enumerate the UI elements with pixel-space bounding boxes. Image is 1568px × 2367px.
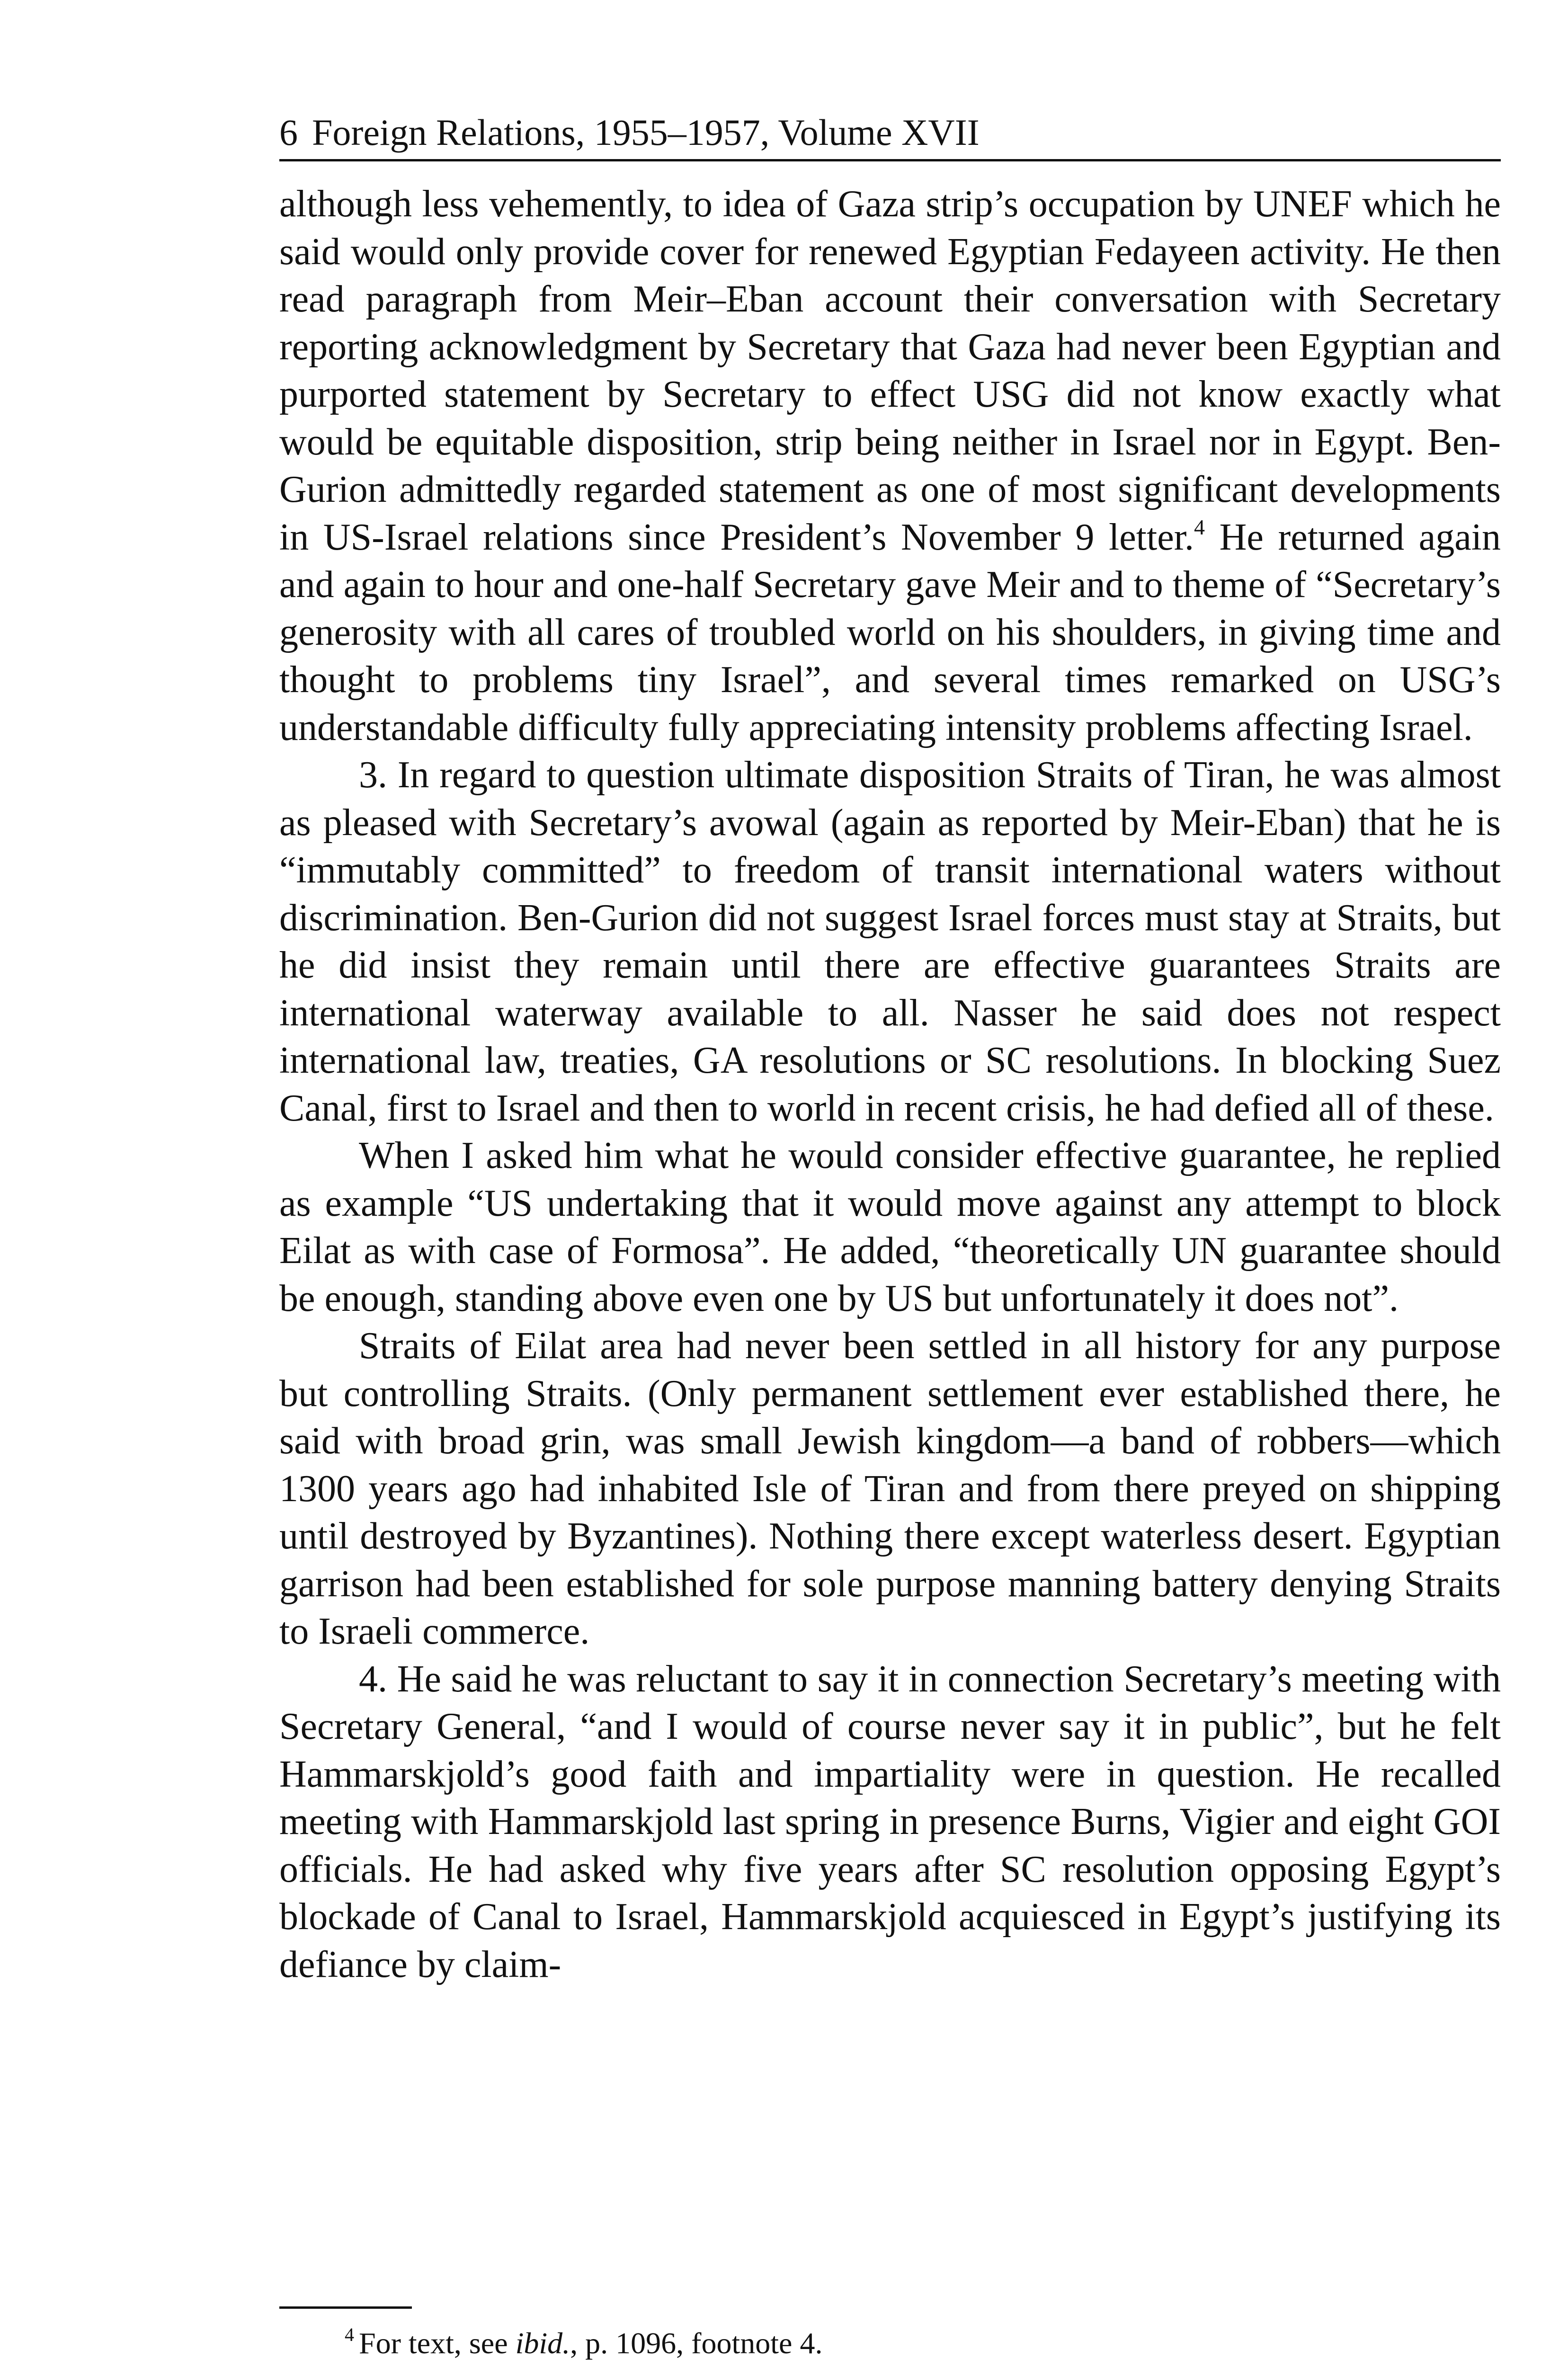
book-title: Foreign Relations, 1955–1957, Volume XVII (312, 112, 980, 153)
paragraph-2: 3. In regard to question ultimate disposition Straits of Tiran, he was almost as pleased with Secretary’s avowal (again as reported by Meir-Eban) that he is “immutably committed” to freedom of transit international waters without discrimination. Ben-Gurion did not suggest Israel forces must stay at Straits, but he did insist they remain until there are effective guarantees Straits are international waterway available to all. Nasser he said does not respect international law, treaties, GA resolutions or SC resolutions. In blocking Suez Canal, first to Israel and then to world in recent crisis, he had defied all of these. (279, 754, 1501, 1129)
footnote-text-b: , p. 1096, footnote 4. (570, 2326, 823, 2360)
footnote-text-a: For text, see (359, 2326, 516, 2360)
paragraph-3: When I asked him what he would consider effective guarantee, he replied as example “US undertaking that it would move against any attempt to block Eilat as with case of Formosa”. He added, “theoretically UN guarantee should be enough, standing above even one by US but unfortunately it does not”. (279, 1135, 1501, 1319)
paragraph-5: 4. He said he was reluctant to say it in connection Secretary’s meeting with Secretary General, “and I would of course never say it in public”, but he felt Hammarskjold’s good faith and impartiality were in question. He recalled meeting with Hammarskjold last spring in presence Burns, Vigier and eight GOI officials. He had asked why five years after SC resolution opposing Egypt’s blockade of Canal to Israel, Hammarskjold acquiesced in Egypt’s justifying its defiance by claim- (279, 1658, 1501, 1985)
footnote-divider (279, 2306, 412, 2309)
page-number: 6 (279, 112, 298, 153)
body-text (279, 180, 1501, 1988)
footnote-ibid: ibid. (515, 2326, 570, 2360)
footnote-reference: 4 (1194, 515, 1205, 539)
paragraph-1-text-a: although less vehemently, to idea of Gaza strip’s occupation by UNEF which he said would only provide cover for renewed Egyptian Fedayeen activity. He then read paragraph from Meir–Eban account their conversation with Secretary reporting acknowledgment by Secretary that Gaza had never been Egyptian and purported statement by Secretary to effect USG did not know exactly what would be equitable disposition, strip being neither in Israel nor in Egypt. Ben-Gurion admittedly regarded statement as one of most significant developments in US-Israel relations since President’s November 9 letter. (279, 183, 1501, 558)
footnote-marker: 4 (345, 2324, 354, 2345)
footnote (345, 2323, 822, 2363)
paragraph-1-text-b: He returned again and again to hour and one-half Secretary gave Meir and to theme of “Secretary’s generosity with all cares of troubled world on his shoulders, in giving time and thought to problems tiny Israel”, and several times remarked on USG’s understandable difficulty fully appreciating intensity problems affecting Israel. (279, 516, 1501, 748)
paragraph-4: Straits of Eilat area had never been settled in all history for any purpose but controlling Straits. (Only permanent settlement ever established there, he said with broad grin, was small Jewish kingdom—a band of robbers—which 1300 years ago had inhabited Isle of Tiran and from there preyed on shipping until destroyed by Byzantines). Nothing there except waterless desert. Egyptian garrison had been established for sole purpose manning battery denying Straits to Israeli commerce. (279, 1325, 1501, 1652)
document-page (279, 109, 1501, 1988)
running-head (279, 109, 1501, 161)
paragraph-1 (279, 180, 1501, 751)
